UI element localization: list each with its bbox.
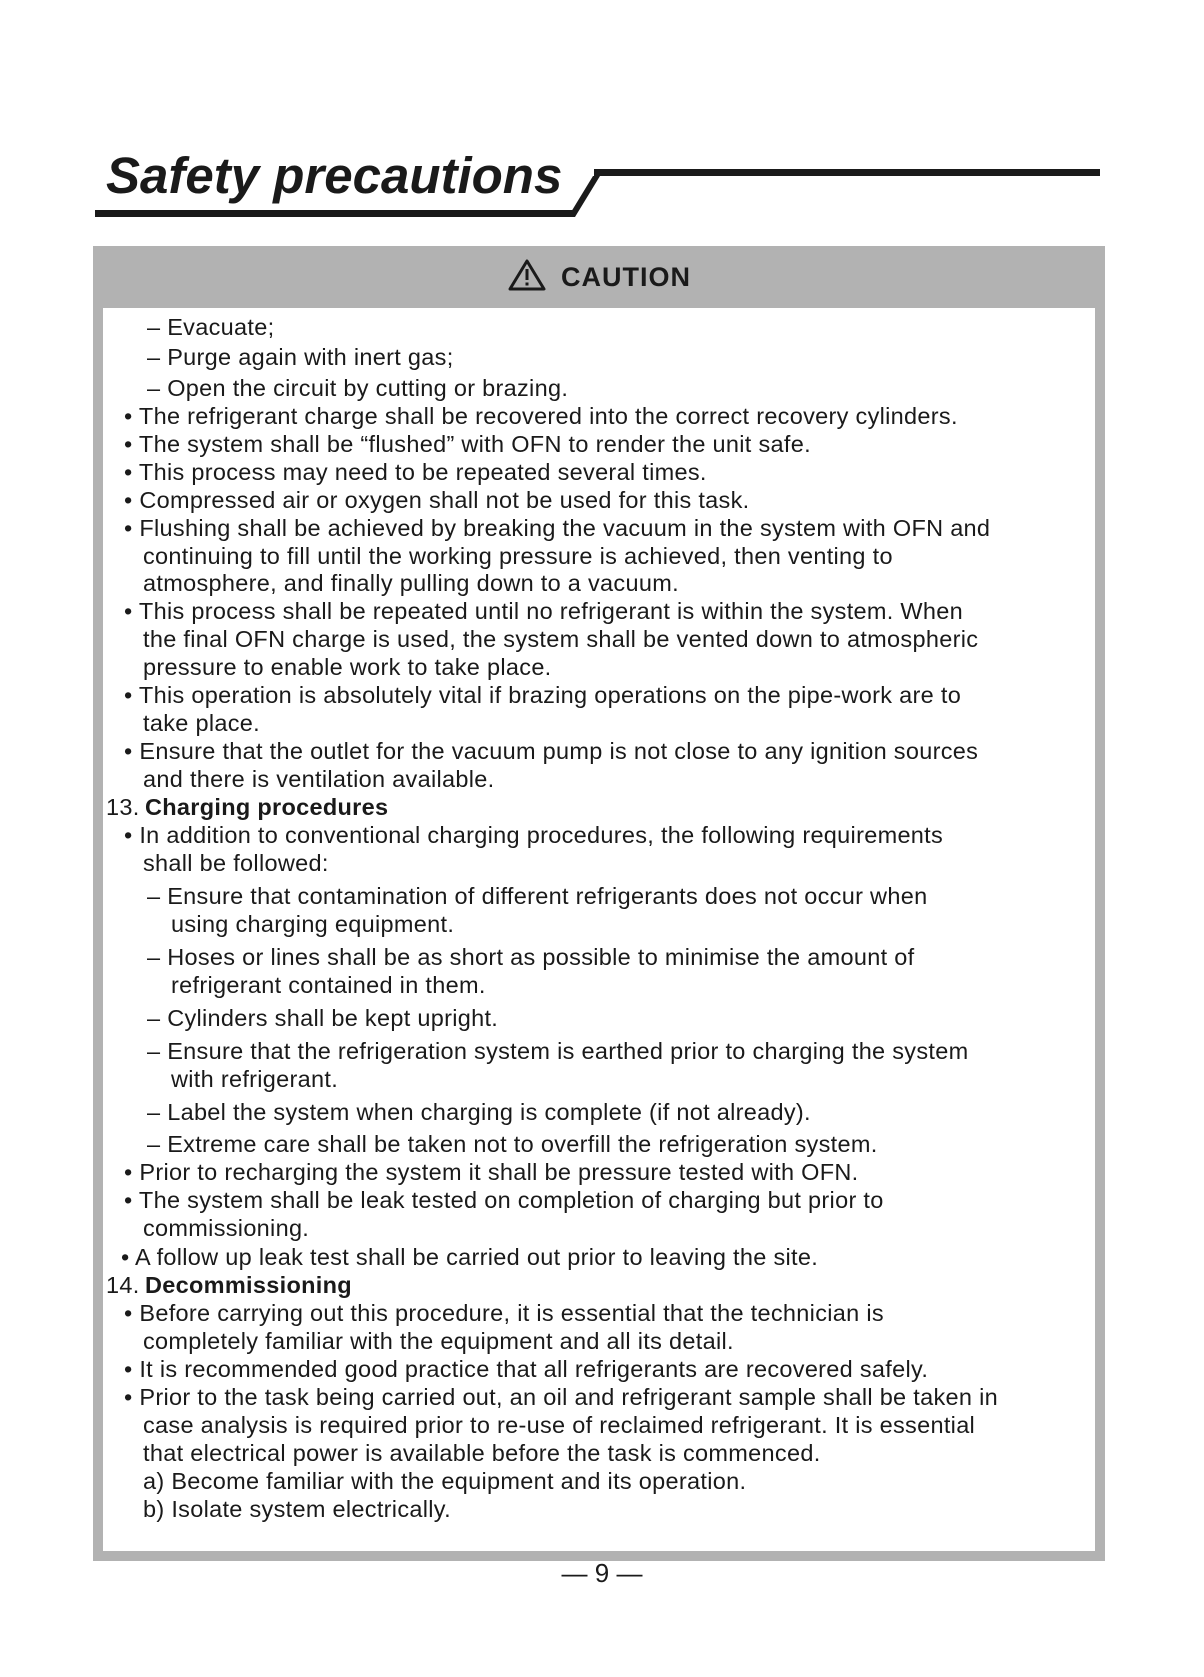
title-underline (0, 0, 1204, 230)
body-line: – Cylinders shall be kept upright. (147, 1005, 499, 1031)
body-line: • Prior to recharging the system it shall be pressure tested with OFN. (124, 1159, 859, 1185)
body-line: • Before carrying out this procedure, it is essential that the technician is (124, 1300, 884, 1326)
body-line: • Flushing shall be achieved by breaking the vacuum in the system with OFN and (124, 515, 991, 541)
section-number: 14. (106, 1272, 140, 1298)
body-line: atmosphere, and finally pulling down to a vacuum. (143, 570, 679, 596)
section-number: 13. (106, 794, 140, 820)
body-line: • It is recommended good practice that all refrigerants are recovered safely. (124, 1356, 929, 1382)
body-line: – Purge again with inert gas; (147, 344, 454, 370)
body-line: • The refrigerant charge shall be recovered into the correct recovery cylinders. (124, 403, 958, 429)
caution-header (93, 246, 1105, 308)
body-line: commissioning. (143, 1215, 310, 1241)
body-line: – Evacuate; (147, 314, 275, 340)
caution-box (93, 246, 1105, 1561)
body-line: – Extreme care shall be taken not to overfill the refrigeration system. (147, 1131, 878, 1157)
body-line: pressure to enable work to take place. (143, 654, 552, 680)
body-line: • Ensure that the outlet for the vacuum pump is not close to any ignition sources (124, 738, 979, 764)
body-line: that electrical power is available before the task is commenced. (143, 1440, 821, 1466)
body-line: • In addition to conventional charging procedures, the following requirements (124, 822, 944, 848)
body-line: • Compressed air or oxygen shall not be used for this task. (124, 487, 750, 513)
caution-title: CAUTION (561, 261, 691, 292)
body-line: • This process may need to be repeated several times. (124, 459, 707, 485)
body-line: case analysis is required prior to re-use of reclaimed refrigerant. It is essential (143, 1412, 976, 1438)
body-line: – Ensure that the refrigeration system is earthed prior to charging the system (147, 1038, 969, 1064)
body-line: • A follow up leak test shall be carried out prior to leaving the site. (121, 1244, 819, 1270)
body-line: refrigerant contained in them. (171, 972, 486, 998)
body-line: take place. (143, 710, 260, 736)
body-line: • This process shall be repeated until no refrigerant is within the system. When (124, 598, 964, 624)
section-heading-charging: Charging procedures (145, 794, 389, 820)
body-line: and there is ventilation available. (143, 766, 495, 792)
body-line: a) Become familiar with the equipment and its operation. (143, 1468, 747, 1494)
body-line: • The system shall be leak tested on completion of charging but prior to (124, 1187, 884, 1213)
body-line: b) Isolate system electrically. (143, 1496, 451, 1522)
body-line: • Prior to the task being carried out, an oil and refrigerant sample shall be taken in (124, 1384, 998, 1410)
body-line: • This operation is absolutely vital if brazing operations on the pipe-work are to (124, 682, 962, 708)
page-number: — 9 — (561, 1558, 643, 1588)
body-line: shall be followed: (143, 850, 329, 876)
body-line: using charging equipment. (171, 911, 455, 937)
caution-body (103, 308, 1095, 1551)
body-line: completely familiar with the equipment and all its detail. (143, 1328, 734, 1354)
body-line: – Label the system when charging is complete (if not already). (147, 1099, 811, 1125)
body-line: with refrigerant. (171, 1066, 339, 1092)
page-title: Safety precautions (106, 147, 563, 204)
body-line: – Ensure that contamination of different refrigerants does not occur when (147, 883, 928, 909)
body-line: – Hoses or lines shall be as short as possible to minimise the amount of (147, 944, 915, 970)
warning-triangle-icon (507, 258, 547, 292)
body-line: the final OFN charge is used, the system shall be vented down to atmospheric (143, 626, 979, 652)
body-line: – Open the circuit by cutting or brazing. (147, 375, 569, 401)
body-line: continuing to fill until the working pressure is achieved, then venting to (143, 543, 893, 569)
section-heading-decommissioning: Decommissioning (145, 1272, 352, 1298)
body-line: • The system shall be “flushed” with OFN to render the unit safe. (124, 431, 811, 457)
